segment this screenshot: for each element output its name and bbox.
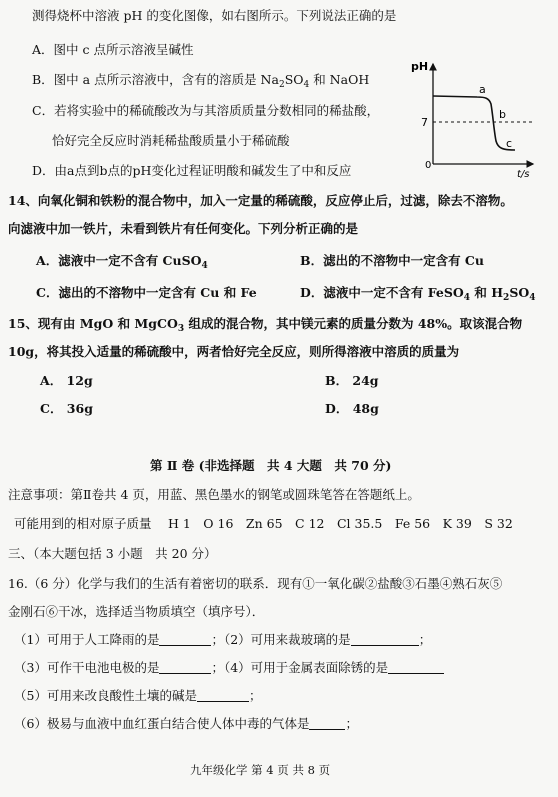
q16-blank-3[interactable] bbox=[159, 661, 211, 674]
q14-stem-line2: 向滤液中加一铁片，未看到铁片有任何变化。下列分析正确的是 bbox=[8, 221, 359, 236]
ph7-tick-label: 7 bbox=[421, 116, 428, 129]
point-c-label: c bbox=[506, 137, 513, 150]
y-axis-label: pH bbox=[411, 60, 429, 73]
x-axis-label: t/s bbox=[517, 169, 530, 178]
q16-blank-1[interactable] bbox=[159, 633, 211, 646]
q15-option-c: C． 36g bbox=[40, 401, 93, 416]
q15-option-a: A． 12g bbox=[40, 373, 93, 388]
section2-title: 第 Ⅱ 卷 (非选择题 共 4 大题 共 70 分) bbox=[150, 458, 392, 473]
q15-stem-line2: 10g，将其投入适量的稀硫酸中，两者恰好完全反应，则所得溶液中溶质的质量为 bbox=[8, 344, 460, 359]
q16-blank-4[interactable] bbox=[388, 661, 444, 674]
section2-notice: 注意事项：第Ⅱ卷共 4 页，用蓝、黑色墨水的钢笔或圆珠笔答在答题纸上。 bbox=[8, 487, 420, 502]
q14-stem-line1: 14、向氧化铜和铁粉的混合物中，加入一定量的稀硫酸，反应停止后，过滤，除去不溶物。 bbox=[8, 193, 513, 208]
q14-option-d: D．滤液中一定不含有 FeSO$_4$ 和 $H_2SO_4$ bbox=[300, 285, 536, 303]
q16-item6-row: （6）极易与血液中血红蛋白结合使人体中毒的气体是 ； bbox=[14, 716, 358, 731]
q15-stem-line1: 15、现有由 MgO 和 MgCO$_3$ 组成的混合物，其中镁元素的质量分数为 48%。取该混合物 bbox=[8, 316, 523, 334]
q15-option-b: B． 24g bbox=[325, 373, 379, 388]
q16-blank-5[interactable] bbox=[197, 689, 249, 702]
ph-curve bbox=[433, 96, 515, 150]
q16-item1-row: （1）可用于人工降雨的是 ；（2）可用来裁玻璃的是 ； bbox=[14, 632, 432, 647]
q16-item5-row: （5）可用来改良酸性土壤的碱是 ； bbox=[14, 688, 262, 703]
q16-stem-line1: 16.（6 分）化学与我们的生活有着密切的联系．现有①一氧化碳②盐酸③石墨④熟石灰⑤ bbox=[8, 576, 503, 591]
q15-option-d: D． 48g bbox=[325, 401, 379, 416]
q14-option-c: C．滤出的不溶物中一定含有 Cu 和 Fe bbox=[36, 285, 257, 300]
origin-label: 0 bbox=[425, 160, 432, 171]
q16-blank-6[interactable] bbox=[309, 717, 345, 730]
q13-option-c-line2: 恰好完全反应时消耗稀盐酸质量小于稀硫酸 bbox=[52, 133, 290, 148]
point-b-label: b bbox=[499, 108, 506, 121]
q16-stem-line2: 金刚石⑥干冰，选择适当物质填空（填序号）． bbox=[8, 604, 265, 619]
q13-option-b: B．图中 a 点所示溶液中，含有的溶质是 $Na_2SO_4$ 和 NaOH bbox=[32, 72, 370, 90]
point-a-label: a bbox=[479, 83, 486, 96]
part3-heading: 三、（本大题包括 3 小题 共 20 分） bbox=[8, 546, 217, 561]
page-footer: 九年级化学 第 4 页 共 8 页 bbox=[190, 763, 331, 777]
ph-graph bbox=[405, 56, 540, 178]
q13-option-d: D．由a点到b点的pH变化过程证明酸和碱发生了中和反应 bbox=[32, 163, 352, 178]
q16-item3-row: （3）可作干电池电极的是 ；（4）可用于金属表面除锈的是 bbox=[14, 660, 444, 676]
atomic-masses: 可能用到的相对原子质量 H 1 O 16 Zn 65 C 12 Cl 35.5 Fe 56 K 39 S 32 bbox=[14, 516, 513, 531]
q13-option-c-line1: C．若将实验中的稀硫酸改为与其溶质质量分数相同的稀盐酸， bbox=[32, 103, 380, 118]
q14-option-b: B．滤出的不溶物中一定含有 Cu bbox=[300, 253, 484, 268]
q13-stem: 测得烧杯中溶液 pH 的变化图像，如右图所示。下列说法正确的是 bbox=[32, 8, 397, 23]
q14-option-a: A．滤液中一定不含有 CuSO$_4$ bbox=[36, 253, 208, 271]
q13-option-a: A．图中 c 点所示溶液呈碱性 bbox=[32, 42, 194, 57]
q16-blank-2[interactable] bbox=[351, 633, 419, 646]
